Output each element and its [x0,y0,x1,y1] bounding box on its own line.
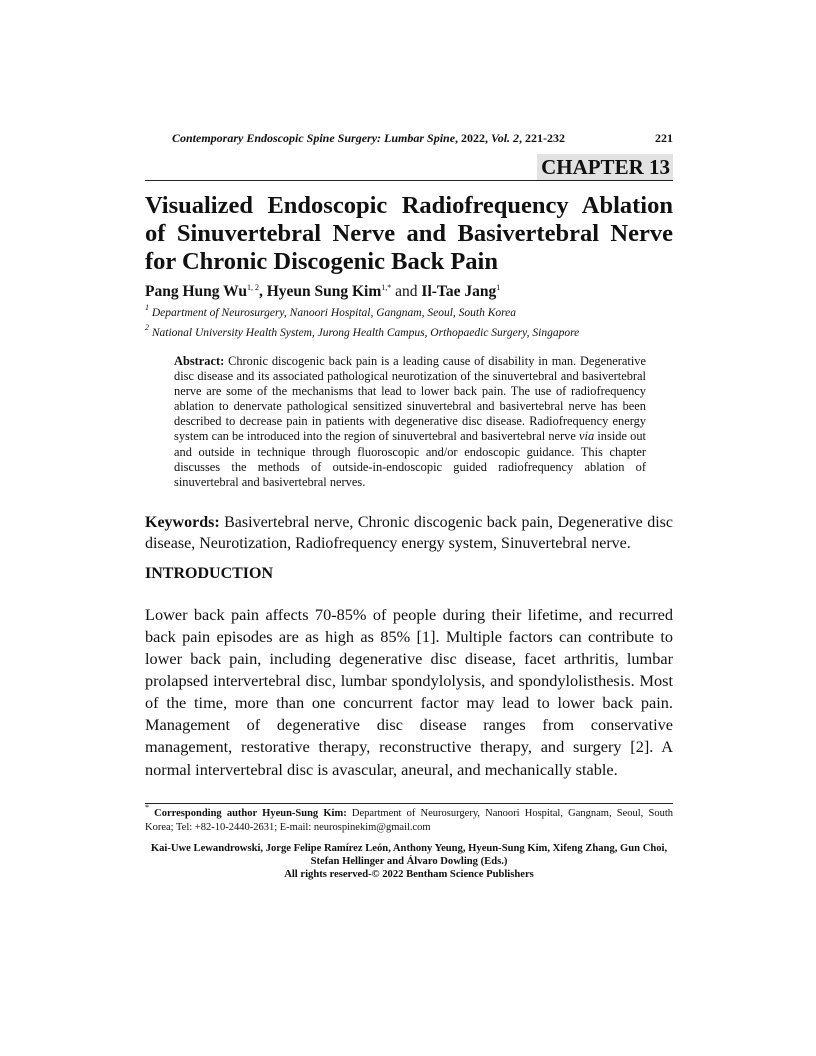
abstract [174,354,646,490]
chapter-title: Visualized Endoscopic Radiofrequency Ablation of Sinuvertebral Nerve and Basivertebral Nerve for Chronic Discogenic Back Pain [145,192,673,275]
affiliation-number: 1 [145,303,149,312]
author-list [145,282,673,302]
affiliation-number: 2 [145,323,149,332]
section-heading: INTRODUCTION [145,564,274,582]
affiliation-text: Department of Neurosurgery, Nanoori Hospital, Gangnam, Seoul, South Korea [149,307,517,319]
author-affil: 1 [496,283,501,292]
page-range: , 221-232 [519,131,566,145]
journal-title: Contemporary Endoscopic Spine Surgery: Lumbar Spine [172,131,456,145]
copyright: All rights reserved-© 2022 Bentham Science Publishers [284,868,534,880]
page-number: 221 [655,131,673,145]
author-sep: , [258,283,267,300]
author-name: Hyeun Sung Kim [266,283,382,300]
keywords-text: Basivertebral nerve, Chronic discogenic back pain, Degenerative disc disease, Neurotization, Radiofrequency energy system, Sinuvertebral nerve. [145,513,673,552]
footnote [145,802,673,835]
author-name: Il-Tae Jang [421,283,497,300]
keywords [145,512,673,554]
footnote-mark: * [145,802,149,812]
footnote-divider [145,803,673,804]
editors-names: Kai-Uwe Lewandrowski, Jorge Felipe Ramírez León, Anthony Yeung, Hyeun-Sung Kim, Xifeng Zhang, Gun Choi, Stefan Hellinger and Álvaro Dowling (Eds.) [150,842,668,867]
footnote-text: Department of Neurosurgery, Nanoori Hospital, Gangnam, Seoul, South Korea; Tel: +82-10-2440-2631; E-mail: neurospinekim@gmail.com [145,807,673,833]
abstract-text-italic: via [579,429,595,444]
footnote-label: Corresponding author Hyeun-Sung Kim: [149,807,347,819]
chapter-header [145,154,673,181]
affiliation-text: National University Health System, Jurong Health Campus, Orthopaedic Surgery, Singapore [149,327,580,339]
page [145,0,673,881]
author-affil: 1, 2 [246,283,259,292]
keywords-label: Keywords: [145,513,220,531]
author-name: Pang Hung Wu [145,283,247,300]
body-paragraph: Lower back pain affects 70-85% of people during their lifetime, and recurred back pain episodes are as high as 85% [1]. Multiple factors can contribute to lower back pain, including degenerative disc disease, facet arthritis, lumbar prolapsed intervertebral disc, lumbar spondylolysis, and spondylolisthesis. Most of the time, more than one concurrent factor may lead to lower back pain. Management of degenerative disc disease ranges from conservative management, restorative therapy, reconstructive therapy, and surgery [2]. A normal intervertebral disc is avascular, aneural, and mechanically stable. [145,604,673,779]
volume: Vol. 2 [491,131,520,145]
abstract-text: Chronic discogenic back pain is a leading cause of disability in man. Degenerative disc disease and its associated pathological neurotization of the sinuvertebral and basivertebral nerve are some of the mechanisms that lead to lower back pain. The use of radiofrequency ablation to denervate pathological sensitized sinuvertebral and basivertebral nerve has been described to decrease pain in patients with degenerative disc disease. Radiofrequency energy system can be introduced into the region of sinuvertebral and basivertebral nerve [174,354,646,444]
year: , 2022, [455,131,492,145]
author-affil: 1,* [381,283,392,292]
running-head [172,130,673,146]
abstract-text: inside out and outside in technique through fluoroscopic and/or endoscopic guidance. This chapter discusses the methods of outside-in-endoscopic guided radiofrequency ablation of sinuvertebral and basivertebral nerves. [174,429,646,489]
affiliation [145,304,673,322]
editors-block [145,842,673,881]
author-sep: and [391,283,422,300]
chapter-label: CHAPTER 13 [537,154,673,180]
abstract-label: Abstract: [174,354,225,368]
affiliation [145,324,673,342]
